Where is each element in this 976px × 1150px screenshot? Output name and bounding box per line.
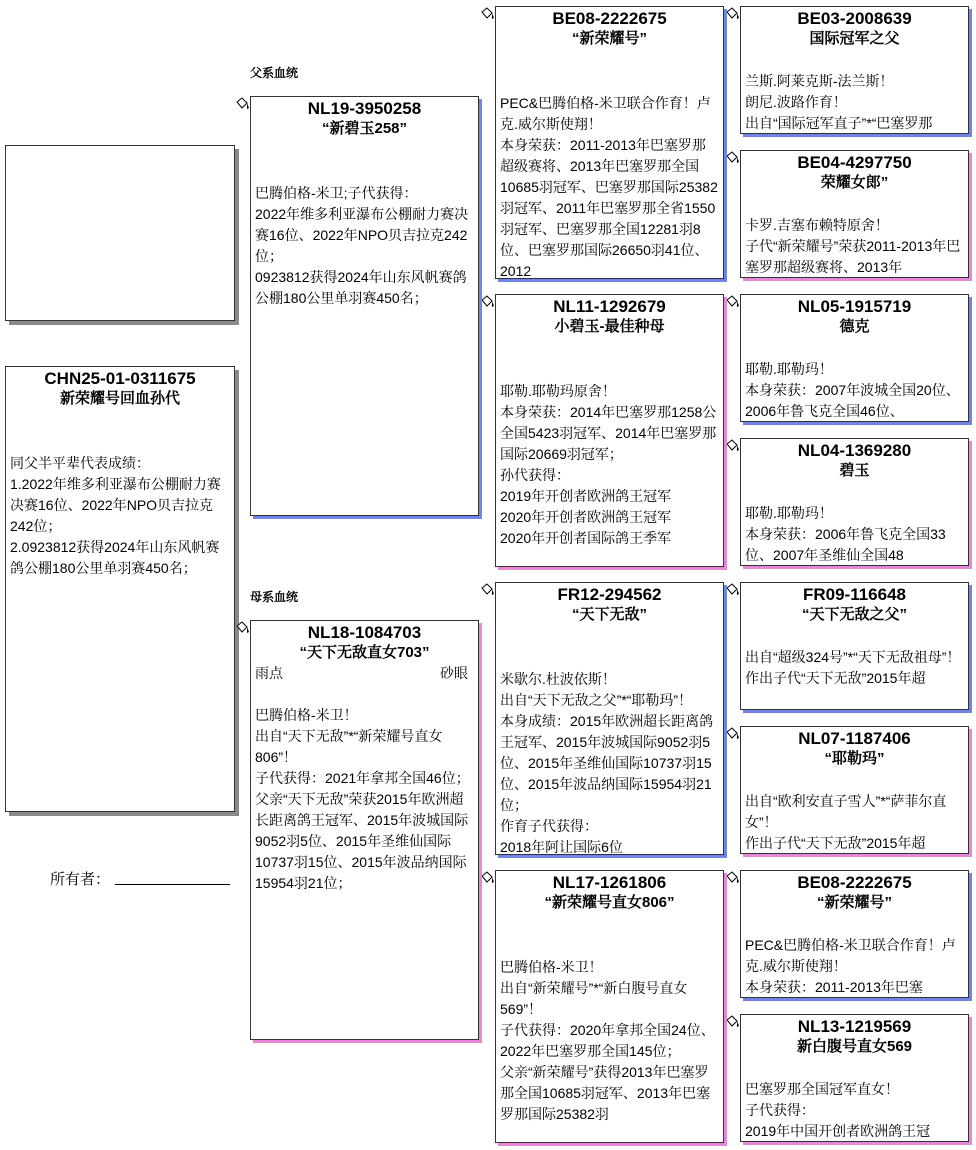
sss-notes: 兰斯.阿莱克斯-法兰斯！ 朗尼.波路作育！ 出自“国际冠军直子”*“巴塞罗那 bbox=[745, 73, 933, 131]
sire-sire-card bbox=[495, 6, 724, 279]
dam-sire-name: “天下无敌” bbox=[571, 606, 647, 623]
sire-dam-name: 小碧玉-最佳种母 bbox=[554, 318, 665, 335]
sire-dam-ring: NL11-1292679 bbox=[553, 297, 666, 316]
edit-pin-icon[interactable] bbox=[479, 870, 495, 886]
sds-ring: NL05-1915719 bbox=[797, 297, 912, 316]
ssd-name: 荣耀女郎” bbox=[820, 174, 889, 191]
dsd-ring: NL07-1187406 bbox=[798, 729, 911, 748]
edit-pin-icon[interactable] bbox=[479, 294, 495, 310]
subject-name: 新荣耀号回血孙代 bbox=[59, 390, 180, 407]
dam-name: “天下无敌直女703” bbox=[299, 644, 430, 661]
dam-dam-name: “新荣耀号直女806” bbox=[544, 894, 675, 911]
dam-sire-notes: 米歇尔.杜波依斯！ 出自“天下无敌之父”*“耶勒玛”！ 本身成绩：2015年欧洲超长距离鸽王冠军、2015年波城国际9052羽5位、2015年圣维仙国际10737羽15位、2015年波品纳国际15954羽21位； 作育子代获得： 2018年阿让国际6位 bbox=[500, 671, 714, 855]
dss-notes: 出自“超级324号”*“天下无敌祖母”！ 作出子代“天下无敌”2015年超 bbox=[745, 649, 961, 686]
dam-sire-ring: FR12-294562 bbox=[557, 585, 662, 604]
sire-sire-name: “新荣耀号” bbox=[571, 30, 647, 47]
sdd-card bbox=[740, 438, 969, 566]
dam-card bbox=[250, 620, 479, 1040]
edit-pin-icon[interactable] bbox=[234, 96, 250, 112]
sdd-ring: NL04-1369280 bbox=[797, 441, 912, 460]
sire-notes: 巴腾伯格-米卫;子代获得： 2022年维多利亚瀑布公棚耐力赛决赛16位、2022年NPO贝吉拉克242位； 0923812获得2024年山东风帆赛鸽公棚180公里单羽赛450名； bbox=[255, 185, 469, 306]
dam-trait-eye: 砂眼 bbox=[440, 665, 468, 681]
sire-dam-card bbox=[495, 294, 724, 567]
ssd-notes: 卡罗.吉塞布赖特原舍！ 子代“新荣耀号”荣获2011-2013年巴塞罗那超级赛将、2013年 bbox=[745, 217, 961, 275]
owner-line bbox=[115, 884, 230, 885]
sire-sire-notes: PEC&巴腾伯格-米卫联合作育！卢克.威尔斯使翔！ 本身荣获：2011-2013年巴塞罗那超级赛将、2013年巴塞罗那全国10685羽冠军、巴塞罗那国际25382羽冠军、2011年巴塞罗那全省1550羽冠军、巴塞罗那全国12281羽8位、巴塞罗那国际26650羽41位、2012 bbox=[500, 95, 718, 279]
edit-pin-icon[interactable] bbox=[724, 582, 740, 598]
dsd-card bbox=[740, 726, 969, 854]
edit-pin-icon[interactable] bbox=[724, 870, 740, 886]
dam-notes: 巴腾伯格-米卫！ 出自“天下无敌”*“新荣耀号直女806”！ 子代获得：2021年拿邦全国46位； 父亲“天下无敌”荣获2015年欧洲超长距离鸽王冠军、2015年波城国际9052羽5位、2015年圣维仙国际10737羽15位、2015年波品纳国际15954羽21位； bbox=[255, 707, 470, 891]
ssd-ring: BE04-4297750 bbox=[797, 153, 912, 172]
sire-ring: NL19-3950258 bbox=[307, 99, 422, 118]
dss-card bbox=[740, 582, 969, 710]
ddd-name: 新白腹号直女569 bbox=[796, 1038, 913, 1055]
ddd-ring: NL13-1219569 bbox=[797, 1017, 912, 1036]
dam-trait-plumage: 雨点 bbox=[255, 665, 283, 681]
dds-notes: PEC&巴腾伯格-米卫联合作育！卢克.威尔斯使翔！ 本身荣获：2011-2013年巴塞 bbox=[745, 937, 956, 995]
subject-ring: CHN25-01-0311675 bbox=[44, 369, 196, 388]
sire-sire-ring: BE08-2222675 bbox=[552, 9, 667, 28]
sds-card bbox=[740, 294, 969, 422]
edit-pin-icon[interactable] bbox=[479, 6, 495, 22]
sire-dam-notes: 耶勒.耶勒玛原舍！ 本身荣获：2014年巴塞罗那1258公全国5423羽冠军、2014年巴塞罗那国际20669羽冠军； 孙代获得： 2019年开创者欧洲鸽王冠军 2020年开创者欧洲鸽王冠军 2020年开创者国际鸽王季军 bbox=[500, 383, 717, 546]
edit-pin-icon[interactable] bbox=[724, 438, 740, 454]
dds-name: “新荣耀号” bbox=[816, 894, 892, 911]
ddd-card bbox=[740, 1014, 969, 1142]
dam-dam-notes: 巴腾伯格-米卫！ 出自“新荣耀号”*“新白腹号直女569”！ 子代获得：2020年拿邦全国24位、2022年巴塞罗那全国145位； 父亲“新荣耀号”获得2013年巴塞罗那全国10685羽冠军、2013年巴塞罗那国际25382羽 bbox=[500, 959, 715, 1122]
edit-pin-icon[interactable] bbox=[724, 1014, 740, 1030]
ddd-notes: 巴塞罗那全国冠军直女！ 子代获得： 2019年中国开创者欧洲鸽王冠 bbox=[745, 1081, 931, 1139]
dss-ring: FR09-116648 bbox=[802, 585, 907, 604]
edit-pin-icon[interactable] bbox=[724, 6, 740, 22]
sss-name: 国际冠军之父 bbox=[809, 30, 900, 47]
dam-ring: NL18-1084703 bbox=[307, 623, 422, 642]
sire-name: “新碧玉258” bbox=[321, 120, 408, 137]
sds-name: 德克 bbox=[839, 318, 870, 335]
edit-pin-icon[interactable] bbox=[724, 294, 740, 310]
dds-card bbox=[740, 870, 969, 998]
dsd-notes: 出自“欧利安直子雪人”*“萨菲尔直女”！ 作出子代“天下无敌”2015年超 bbox=[745, 793, 947, 851]
sire-card bbox=[250, 96, 479, 516]
sire-line-label: 父系血统 bbox=[250, 66, 299, 80]
subject-notes: 同父半平辈代表成绩： 1.2022年维多利亚瀑布公棚耐力赛决赛16位、2022年NPO贝吉拉克242位； 2.0923812获得2024年山东风帆赛鸽公棚180公里单羽赛450名； bbox=[10, 455, 221, 576]
dam-dam-card bbox=[495, 870, 724, 1143]
photo-box bbox=[5, 145, 235, 321]
dam-traits bbox=[251, 663, 478, 683]
ssd-card bbox=[740, 150, 969, 278]
edit-pin-icon[interactable] bbox=[479, 582, 495, 598]
sdd-notes: 耶勒.耶勒玛！ 本身荣获：2006年鲁飞克全国33位、2007年圣维仙全国48 bbox=[745, 505, 946, 563]
edit-pin-icon[interactable] bbox=[234, 620, 250, 636]
sss-ring: BE03-2008639 bbox=[797, 9, 912, 28]
sss-card bbox=[740, 6, 969, 134]
dam-line-label: 母系血统 bbox=[250, 590, 299, 604]
dds-ring: BE08-2222675 bbox=[797, 873, 912, 892]
subject-card bbox=[5, 366, 235, 812]
dam-sire-card bbox=[495, 582, 724, 855]
owner-label: 所有者： bbox=[50, 871, 111, 888]
sds-notes: 耶勒.耶勒玛！ 本身荣获：2007年波城全国20位、2006年鲁飞克全国46位、 bbox=[745, 361, 960, 419]
dsd-name: “耶勒玛” bbox=[824, 750, 885, 767]
dam-dam-ring: NL17-1261806 bbox=[552, 873, 667, 892]
edit-pin-icon[interactable] bbox=[724, 726, 740, 742]
sdd-name: 碧玉 bbox=[839, 462, 870, 479]
edit-pin-icon[interactable] bbox=[724, 150, 740, 166]
dss-name: “天下无敌之父” bbox=[801, 606, 907, 623]
